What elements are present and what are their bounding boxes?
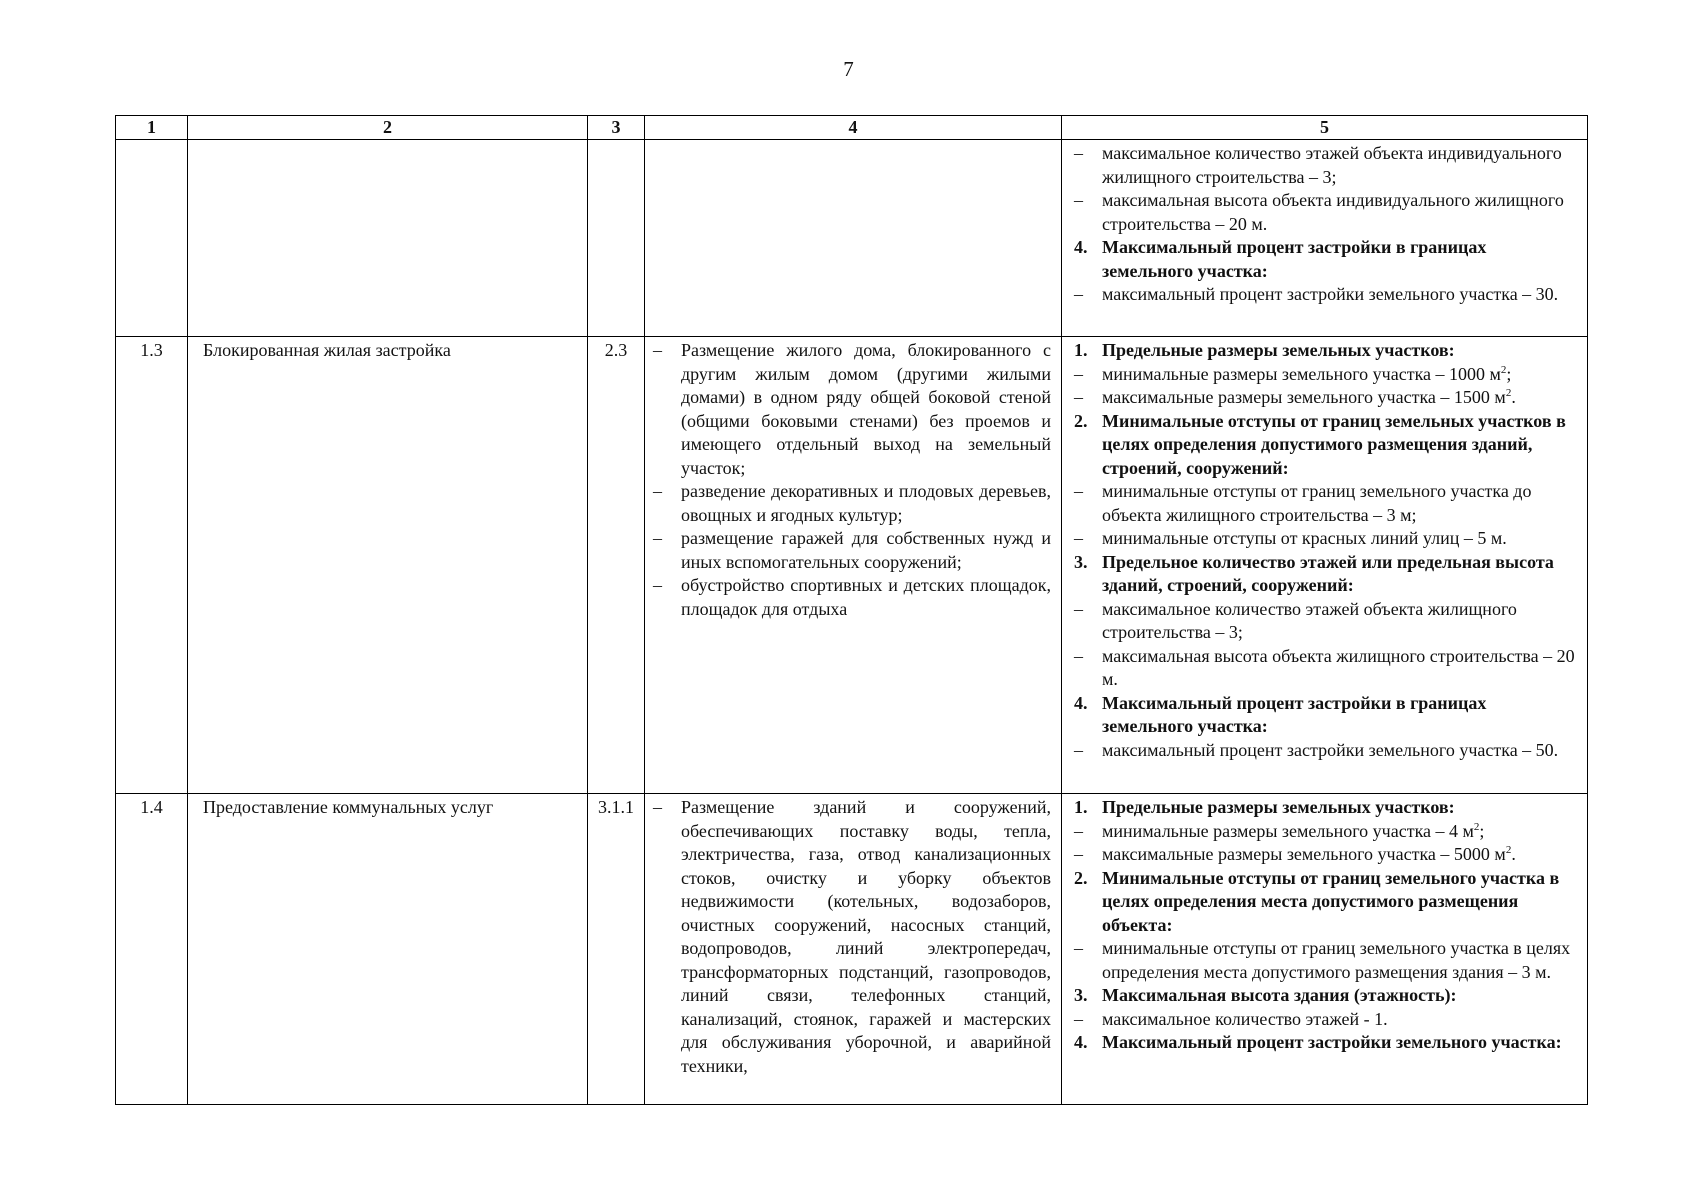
superscript: 2 xyxy=(1500,363,1507,376)
list-marker: – xyxy=(1074,645,1083,666)
list-text: минимальные отступы от границ земельного участка в целях определения места допустимого размещения здания – 3 м. xyxy=(1102,938,1571,982)
list-marker: – xyxy=(1074,820,1083,841)
list-item xyxy=(1074,843,1579,867)
land-use-code: 3.1.1 xyxy=(588,794,645,1105)
parameters-cell xyxy=(1062,337,1588,794)
list-marker: – xyxy=(653,575,662,595)
header-col-4: 4 xyxy=(645,116,1062,140)
list-text: Предельные размеры земельных участков: xyxy=(1102,797,1455,817)
list-text: Минимальные отступы от границ земельного участка в целях определения места допустимого размещения объекта: xyxy=(1102,867,1560,935)
list-marker: 3. xyxy=(1074,551,1088,572)
list-marker: – xyxy=(1074,528,1083,548)
list-item xyxy=(1074,527,1579,551)
section-heading xyxy=(1074,551,1579,598)
list-marker: – xyxy=(653,797,662,817)
list-text: размещение гаражей для собственных нужд и иных вспомогательных сооружений; xyxy=(681,528,1051,572)
cell-empty xyxy=(188,140,588,337)
list-marker: – xyxy=(1074,844,1083,864)
land-use-code: 2.3 xyxy=(588,337,645,794)
list-text: минимальные отступы от красных линий улиц – 5 м. xyxy=(1102,528,1507,548)
parameters-cell xyxy=(1062,794,1588,1105)
list-item xyxy=(1074,937,1579,984)
list-text: максимальное количество этажей - 1. xyxy=(1102,1008,1388,1029)
list-item xyxy=(1074,598,1579,645)
list-marker: – xyxy=(1074,1008,1083,1029)
land-use-name: Блокированная жилая застройка xyxy=(188,337,588,794)
list-text: Максимальный процент застройки в границах земельного участка: xyxy=(1102,237,1487,281)
header-col-3: 3 xyxy=(588,116,645,140)
list-text: Минимальные отступы от границ земельных участков в целях определения допустимого размещения зданий, строений, сооружений: xyxy=(1102,410,1566,478)
cell-empty xyxy=(116,140,188,337)
table-row xyxy=(116,337,1588,794)
list-text: Максимальная высота здания (этажность): xyxy=(1102,985,1457,1005)
list-text: максимальное количество этажей объекта жилищного строительства – 3; xyxy=(1102,598,1517,642)
list-marker: 1. xyxy=(1074,797,1088,817)
list-text: максимальные размеры земельного участка – 1500 $м^2$. xyxy=(1102,387,1516,407)
list-marker: – xyxy=(1074,739,1083,760)
list-text: минимальные отступы от границ земельного участка до объекта жилищного строительства – 3 м; xyxy=(1102,481,1532,525)
list-marker: – xyxy=(1074,190,1083,210)
list-item xyxy=(653,527,1051,574)
list-marker: – xyxy=(1074,387,1083,407)
section-heading xyxy=(1074,984,1579,1008)
zoning-table xyxy=(115,115,1588,1105)
list-text: обустройство спортивных и детских площадок, площадок для отдыха xyxy=(681,575,1051,619)
list-marker: 2. xyxy=(1074,410,1088,431)
list-text: Размещение жилого дома, блокированного с другим жилым домом (другими жилыми домами) в одном ряду общей боковой стеной (общими боковыми стенами) без проемов и имеющего отдельный выход на земельный участок; xyxy=(681,340,1051,478)
list-item xyxy=(1074,645,1579,692)
table-row xyxy=(116,794,1588,1105)
parameters-cell xyxy=(1062,140,1588,337)
list-marker: 2. xyxy=(1074,867,1088,888)
superscript: 2 xyxy=(1505,844,1512,856)
list-item xyxy=(1074,386,1579,410)
list-marker: – xyxy=(1074,143,1083,163)
section-heading xyxy=(1074,410,1579,481)
list-item xyxy=(653,574,1051,621)
header-row xyxy=(116,116,1588,140)
list-text: максимальные размеры земельного участка – 5000 $м^2$. xyxy=(1102,844,1516,864)
row-number: 1.3 xyxy=(116,337,188,794)
list-item xyxy=(1074,189,1579,236)
list-marker: – xyxy=(1074,284,1083,304)
list-text: минимальные размеры земельного участка – 1000 $м^2$; xyxy=(1102,363,1512,384)
description-cell xyxy=(645,337,1062,794)
list-text: максимальный процент застройки земельного участка – 50. xyxy=(1102,739,1559,760)
list-text: максимальное количество этажей объекта индивидуального жилищного строительства – 3; xyxy=(1102,143,1562,187)
section-heading xyxy=(1074,796,1579,820)
list-item xyxy=(653,480,1051,527)
list-item xyxy=(1074,363,1579,387)
list-item xyxy=(653,796,1051,1078)
list-text: Размещение зданий и сооружений, обеспечивающих поставку воды, тепла, электричества, газа, отвод канализационных стоков, очистку и уборку объектов недвижимости (котельных, водозаборов, очистных сооружений, насосных станций, водопроводов, линий электропередач, трансформаторных подстанций, газопроводов, линий связи, телефонных станций, канализаций, стоянок, гаражей и мастерских для обслуживания уборочной, и аварийной техники, xyxy=(681,797,1051,1076)
section-heading xyxy=(1074,867,1579,938)
list-item xyxy=(1074,1008,1579,1032)
row-number: 1.4 xyxy=(116,794,188,1105)
list-marker: – xyxy=(1074,938,1083,958)
list-marker: 4. xyxy=(1074,692,1088,713)
section-heading xyxy=(1074,236,1579,283)
list-marker: – xyxy=(1074,481,1083,501)
table-row-continued xyxy=(116,140,1588,337)
list-text: разведение декоративных и плодовых деревьев, овощных и ягодных культур; xyxy=(681,481,1051,525)
list-marker: 4. xyxy=(1074,1032,1088,1052)
list-item xyxy=(1074,283,1579,307)
list-text: Предельные размеры земельных участков: xyxy=(1102,340,1455,360)
section-heading xyxy=(1074,692,1579,739)
list-text: максимальная высота объекта жилищного строительства – 20 м. xyxy=(1102,645,1575,689)
list-text: Максимальный процент застройки земельного участка: xyxy=(1102,1032,1562,1052)
list-item xyxy=(1074,480,1579,527)
section-heading xyxy=(1074,1031,1579,1055)
description-cell xyxy=(645,794,1062,1105)
list-marker: 4. xyxy=(1074,237,1088,257)
superscript: 2 xyxy=(1473,820,1480,833)
list-item xyxy=(1074,820,1579,844)
list-item xyxy=(653,339,1051,480)
list-text: Предельное количество этажей или предельная высота зданий, строений, сооружений: xyxy=(1102,551,1554,595)
header-col-2: 2 xyxy=(188,116,588,140)
superscript: 2 xyxy=(1505,387,1512,399)
cell-empty xyxy=(645,140,1062,337)
land-use-name: Предоставление коммунальных услуг xyxy=(188,794,588,1105)
list-marker: 3. xyxy=(1074,985,1088,1005)
section-heading xyxy=(1074,339,1579,363)
list-text: Максимальный процент застройки в границах земельного участка: xyxy=(1102,692,1487,736)
header-col-5: 5 xyxy=(1062,116,1588,140)
page-number: 7 xyxy=(843,57,854,81)
list-marker: – xyxy=(653,481,662,501)
list-text: минимальные размеры земельного участка – 4 $м^2$; xyxy=(1102,820,1485,841)
list-marker: – xyxy=(1074,363,1083,384)
list-text: максимальная высота объекта индивидуального жилищного строительства – 20 м. xyxy=(1102,190,1564,234)
list-marker: – xyxy=(1074,598,1083,619)
cell-empty xyxy=(588,140,645,337)
list-marker: 1. xyxy=(1074,340,1088,360)
list-item xyxy=(1074,739,1579,763)
list-item xyxy=(1074,142,1579,189)
list-text: максимальный процент застройки земельного участка – 30. xyxy=(1102,284,1559,304)
list-marker: – xyxy=(653,528,662,548)
list-marker: – xyxy=(653,340,662,360)
header-col-1: 1 xyxy=(116,116,188,140)
